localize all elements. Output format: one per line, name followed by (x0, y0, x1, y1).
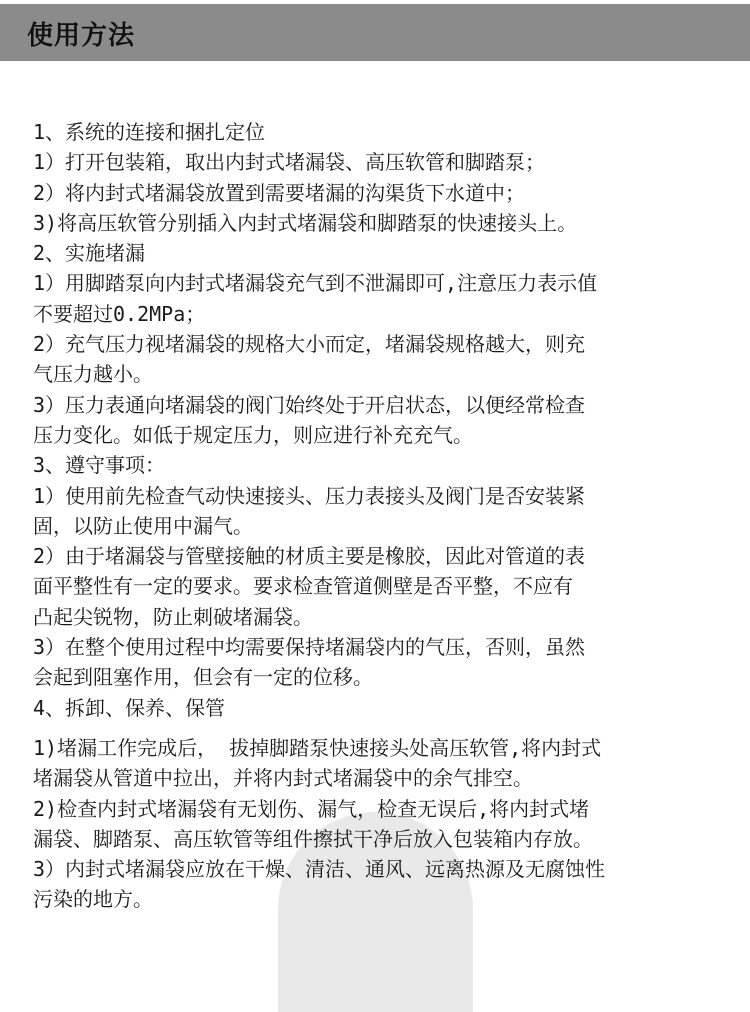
text-line: 漏袋、脚踏泵、高压软管等组件擦拭干净后放入包装箱内存放。 (33, 826, 593, 851)
text-line: 3）压力表通向堵漏袋的阀门始终处于开启状态，以便经常检查 (33, 392, 586, 417)
text-line: 会起到阻塞作用，但会有一定的位移。 (33, 665, 373, 690)
section-heading: 3、遵守事项： (33, 453, 166, 478)
text-line: 面平整性有一定的要求。要求检查管道侧壁是否平整，不应有 (33, 574, 573, 599)
text-line: 2）由于堵漏袋与管壁接触的材质主要是橡胶，因此对管道的表 (33, 544, 586, 569)
section-heading: 1、系统的连接和捆扎定位 (33, 120, 266, 144)
text-line: 3）内封式堵漏袋应放在干燥、清洁、通风、远离热源及无腐蚀性 (33, 857, 606, 882)
text-line: 气压力越小。 (33, 362, 153, 387)
text-line: 3）在整个使用过程中均需要保持堵漏袋内的气压，否则，虽然 (33, 635, 586, 660)
header-bar (0, 4, 750, 61)
text-line: 2)检查内封式堵漏袋有无划伤、漏气，检查无误后,将内封式堵 (33, 796, 590, 821)
text-line: 2）将内封式堵漏袋放置到需要堵漏的沟渠货下水道中； (33, 180, 526, 205)
section-heading: 4、拆卸、保养、保管 (33, 695, 226, 720)
section-heading: 2、实施堵漏 (33, 241, 146, 266)
text-line: 压力变化。如低于规定压力，则应进行补充充气。 (33, 422, 473, 447)
text-line: 3)将高压软管分别插入内封式堵漏袋和脚踏泵的快速接头上。 (33, 210, 578, 235)
text-line: 1）使用前先检查气动快速接头、压力表接头及阀门是否安装紧 (33, 483, 586, 508)
instructions-text (33, 117, 733, 915)
text-line: 1）打开包装箱，取出内封式堵漏袋、高压软管和脚踏泵； (33, 150, 546, 175)
text-line: 固，以防止使用中漏气。 (33, 513, 253, 538)
text-line: 不要超过0.2MPa； (33, 301, 206, 326)
text-line: 凸起尖锐物，防止刺破堵漏袋。 (33, 604, 313, 629)
page-title: 使用方法 (27, 21, 136, 51)
text-line: 污染的地方。 (33, 887, 153, 912)
text-line: 2）充气压力视堵漏袋的规格大小而定，堵漏袋规格越大，则充 (33, 332, 586, 357)
text-line: 堵漏袋从管道中拉出，并将内封式堵漏袋中的余气排空。 (33, 766, 533, 791)
text-line: 1)堵漏工作完成后， 拔掉脚踏泵快速接头处高压软管,将内封式 (33, 735, 602, 760)
text-line: 1）用脚踏泵向内封式堵漏袋充气到不泄漏即可,注意压力表示值 (33, 271, 598, 296)
